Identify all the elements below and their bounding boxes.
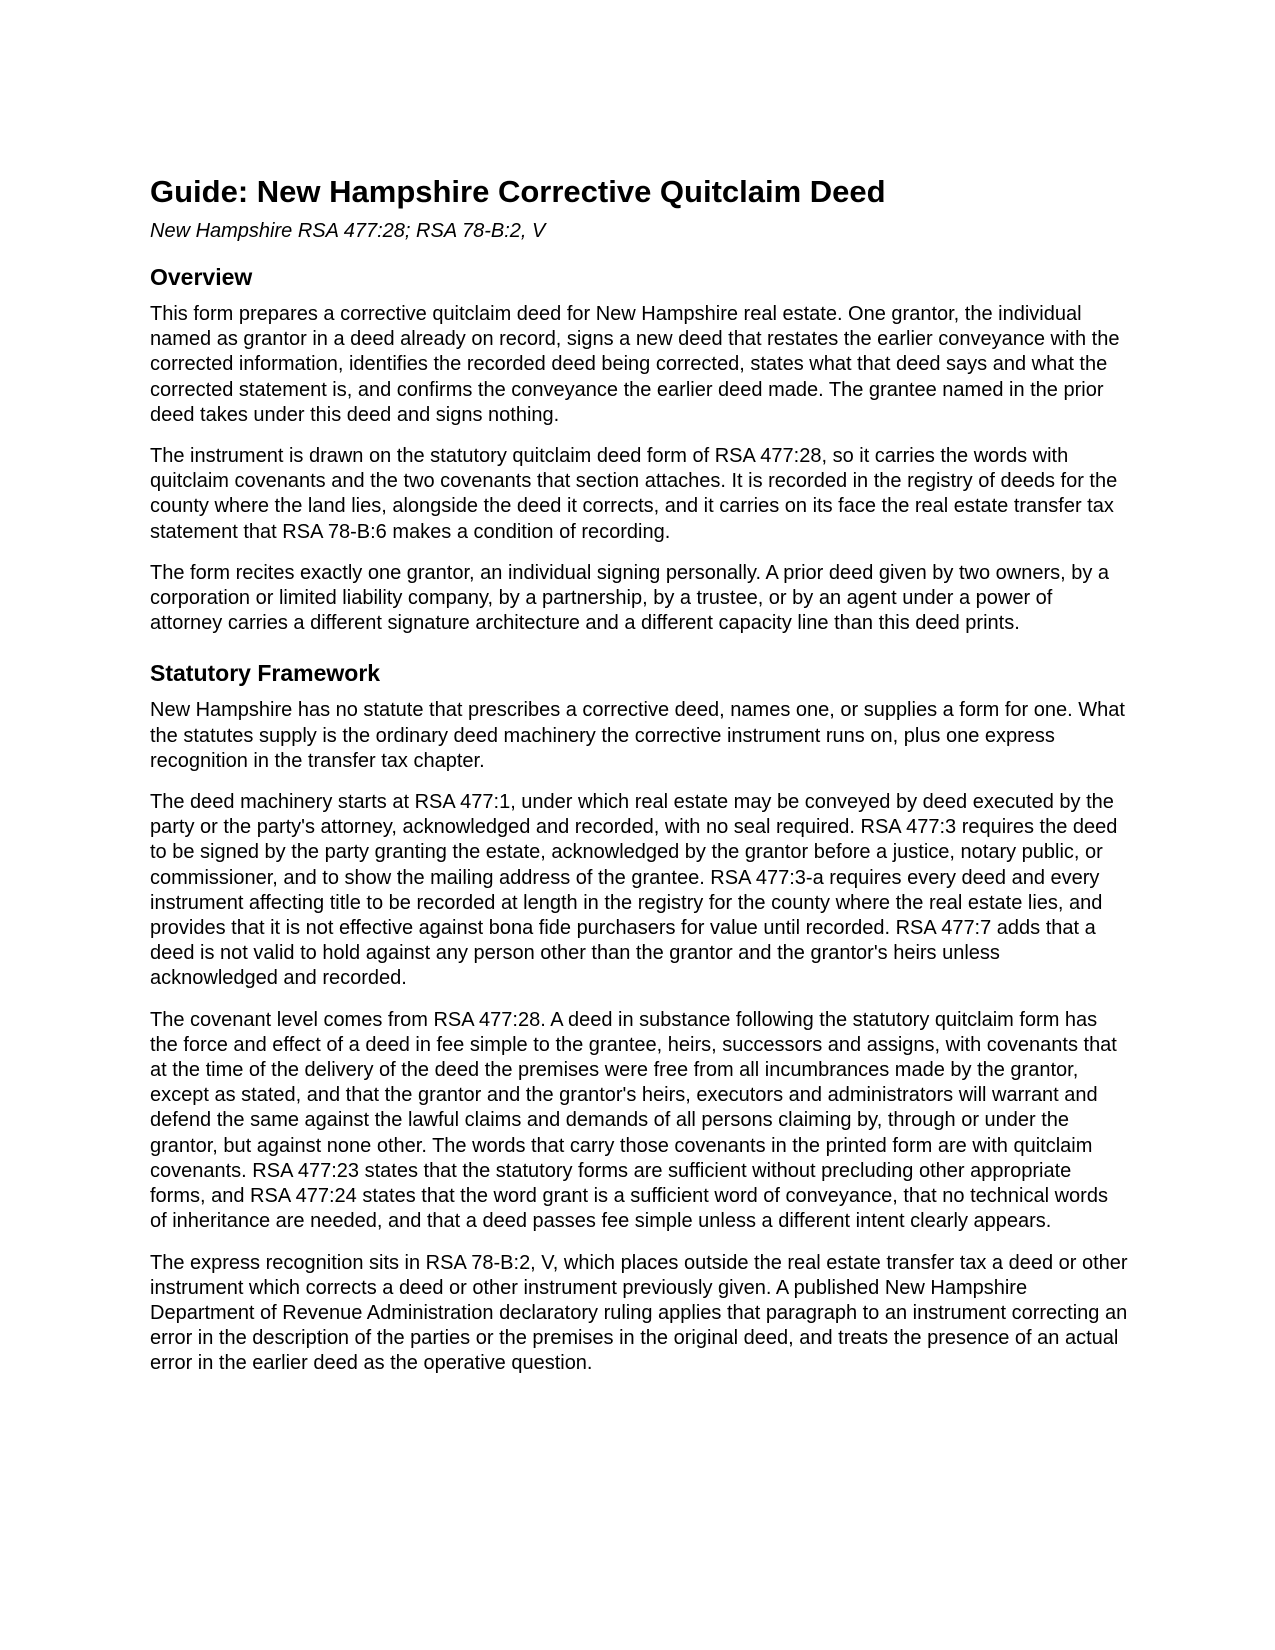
section-overview — [150, 262, 1130, 636]
paragraph: This form prepares a corrective quitclaim deed for New Hampshire real estate. One grantor, the individual named as grantor in a deed already on record, signs a new deed that restates the earlier conveyance with the corrected information, identifies the recorded deed being corrected, states what that deed says and what the corrected statement is, and confirms the conveyance the earlier deed made. The grantee named in the prior deed takes under this deed and signs nothing. — [150, 303, 1120, 426]
paragraph: The express recognition sits in RSA 78-B:2, V, which places outside the real estate transfer tax a deed or other instrument which corrects a deed or other instrument previously given. A published New Hampshire Department of Revenue Administration declaratory ruling applies that paragraph to an instrument correcting an error in the description of the parties or the premises in the original deed, and treats the presence of an actual error in the earlier deed as the operative question. — [150, 1251, 1128, 1375]
paragraph: New Hampshire has no statute that prescribes a corrective deed, names one, or supplies a form for one. What the statutes supply is the ordinary deed machinery the corrective instrument runs on, plus one express recognition in the transfer tax chapter. — [150, 699, 1125, 772]
paragraph: The deed machinery starts at RSA 477:1, under which real estate may be conveyed by deed executed by the party or the party's attorney, acknowledged and recorded, with no seal required. RSA 477:3 requires the deed to be signed by the party granting the estate, acknowledged by the grantor before a justice, notary public, or commissioner, and to show the mailing address of the grantee. RSA 477:3-a requires every deed and every instrument affecting title to be recorded at length in the registry for the county where the real estate lies, and provides that it is not effective against bona fide purchasers for value until recorded. RSA 477:7 adds that a deed is not valid to hold against any person other than the grantor and the grantor's heirs unless acknowledged and recorded. — [150, 791, 1118, 990]
paragraph: The instrument is drawn on the statutory quitclaim deed form of RSA 477:28, so it carries the words with quitclaim covenants and the two covenants that section attaches. It is recorded in the registry of deeds for the county where the land lies, alongside the deed it corrects, and it carries on its face the real estate transfer tax statement that RSA 78-B:6 makes a condition of recording. — [150, 445, 1118, 543]
document-title: Guide: New Hampshire Corrective Quitclaim Deed — [150, 174, 886, 209]
section-heading: Overview — [150, 264, 253, 290]
section-statutory-framework — [150, 658, 1130, 1376]
document-subtitle: New Hampshire RSA 477:28; RSA 78-B:2, V — [150, 220, 546, 242]
paragraph: The covenant level comes from RSA 477:28. A deed in substance following the statutory quitclaim form has the force and effect of a deed in fee simple to the grantee, heirs, successors and assigns, with covenants that at the time of the delivery of the deed the premises were free from all incumbrances made by the grantor, except as stated, and that the grantor and the grantor's heirs, executors and administrators will warrant and defend the same against the lawful claims and demands of all persons claiming by, through or under the grantor, but against none other. The words that carry those covenants in the printed form are with quitclaim covenants. RSA 477:23 states that the statutory forms are sufficient without precluding other appropriate forms, and RSA 477:24 states that the word grant is a sufficient word of conveyance, that no technical words of inheritance are needed, and that a deed passes fee simple unless a different intent clearly appears. — [150, 1008, 1117, 1233]
section-heading: Statutory Framework — [150, 660, 381, 687]
paragraph: The form recites exactly one grantor, an individual signing personally. A prior deed given by two owners, by a corporation or limited liability company, by a partnership, by a trustee, or by an agent under a power of attorney carries a different signature architecture and a different capacity line than this deed prints. — [150, 561, 1110, 635]
document-page — [150, 172, 1130, 1393]
